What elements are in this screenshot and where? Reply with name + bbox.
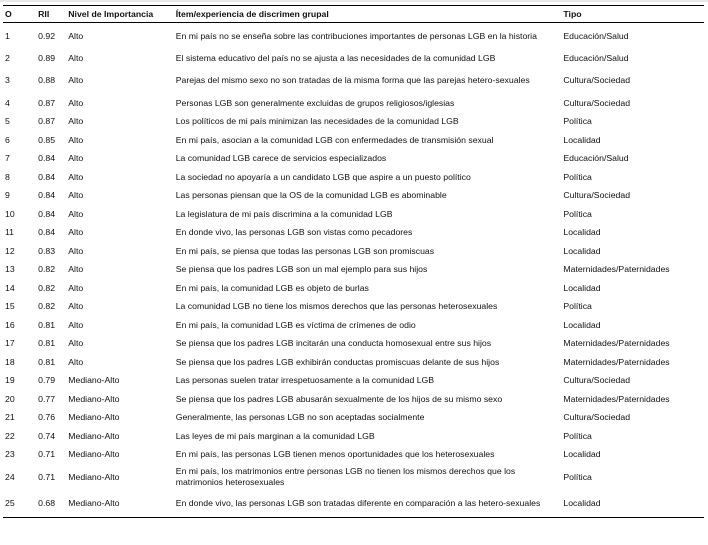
cell-order: 22 [5,430,15,441]
cell-order: 12 [5,245,15,256]
cell-order: 15 [5,301,15,312]
cell-type: Política [563,208,592,219]
table-row [3,446,704,465]
cell-order: 1 [5,30,10,41]
table-header-row [3,6,704,23]
table-row [3,353,704,372]
table-row [3,49,704,68]
cell-order: 3 [5,75,10,86]
cell-type: Cultura/Sociedad [563,375,631,386]
cell-item: Se piensa que los padres LGB son un mal ejemplo para sus hijos [175,264,428,275]
cell-importance-level: Alto [68,282,84,293]
cell-item: Los políticos de mi país minimizan las necesidades de la comunidad LGB [175,116,459,127]
cell-importance-level: Alto [68,227,84,238]
cell-importance-level: Mediano-Alto [68,449,120,460]
cell-type: Educación/Salud [563,153,629,164]
cell-order: 7 [5,153,10,164]
cell-rii: 0.87 [38,116,56,127]
cell-order: 24 [5,471,15,482]
cell-item: Generalmente, las personas LGB no son aceptadas socialmente [175,412,425,423]
cell-item: Se piensa que los padres LGB abusarán sexualmente de los hijos de su mismo sexo [175,393,503,404]
cell-rii: 0.74 [38,430,56,441]
cell-rii: 0.71 [38,449,56,460]
cell-order: 19 [5,375,15,386]
cell-rii: 0.88 [38,75,56,86]
table-row [3,131,704,150]
cell-item: La sociedad no apoyaría a un candidato LGB que aspire a un puesto político [175,171,471,182]
cell-type: Política [563,171,592,182]
cell-rii: 0.82 [38,301,56,312]
table-row [3,491,704,518]
cell-importance-level: Alto [68,97,84,108]
table-row [3,261,704,280]
cell-type: Localidad [563,134,601,145]
cell-item: En mi país, las personas LGB tienen menos oportunidades que los heterosexuales [175,449,495,460]
cell-type: Maternidades/Paternidades [563,393,670,404]
cell-order: 13 [5,264,15,275]
cell-rii: 0.68 [38,491,68,518]
cell-item: La comunidad LGB no tiene los mismos derechos que las personas heterosexuales [175,301,498,312]
cell-importance-level: Alto [68,264,84,275]
cell-type: Política [563,430,592,441]
cell-importance-level: Mediano-Alto [68,412,120,423]
cell-item: Las leyes de mi país marginan a la comunidad LGB [175,430,375,441]
table-row [3,279,704,298]
table-row [3,390,704,409]
cell-order: 18 [5,356,15,367]
cell-rii: 0.84 [38,208,56,219]
cell-type: Política [563,471,592,482]
table-row [3,335,704,354]
cell-rii: 0.84 [38,227,56,238]
cell-rii: 0.89 [38,52,56,63]
cell-item: En mi país, se piensa que todas las personas LGB son promiscuas [175,245,435,256]
cell-rii: 0.82 [38,282,56,293]
cell-order: 5 [5,116,10,127]
cell-order: 11 [5,227,15,238]
cell-type: Maternidades/Paternidades [563,264,670,275]
cell-order: 20 [5,393,15,404]
cell-type: Localidad [563,491,704,518]
table-row [3,187,704,206]
cell-type: Educación/Salud [563,30,629,41]
table-row [3,464,704,491]
cell-importance-level: Alto [68,52,84,63]
cell-type: Política [563,301,592,312]
cell-importance-level: Alto [68,116,84,127]
cell-importance-level: Mediano-Alto [68,430,120,441]
cell-importance-level: Alto [68,319,84,330]
cell-type: Maternidades/Paternidades [563,356,670,367]
cell-importance-level: Alto [68,301,84,312]
table-row [3,68,704,95]
cell-importance-level: Alto [68,245,84,256]
cell-item: En mi país, la comunidad LGB es objeto de burlas [175,282,369,293]
cell-importance-level: Mediano-Alto [68,491,175,518]
cell-item: Parejas del mismo sexo no son tratadas de la misma forma que las parejas hetero-sexuales [175,75,530,86]
cell-type: Política [563,116,592,127]
table-row [3,94,704,113]
cell-importance-level: Alto [68,356,84,367]
cell-item: En mi país no se enseña sobre las contribuciones importantes de personas LGB en la historia [175,30,537,41]
table-row [3,427,704,446]
cell-rii: 0.77 [38,393,56,404]
header-rii: RII [38,6,68,23]
cell-rii: 0.81 [38,338,56,349]
cell-item: La legislatura de mi país discrimina a la comunidad LGB [175,208,393,219]
cell-order: 4 [5,97,10,108]
cell-order: 17 [5,338,15,349]
cell-item: En mi país, asocian a la comunidad LGB con enfermedades de transmisión sexual [175,134,494,145]
table-row [3,224,704,243]
cell-type: Maternidades/Paternidades [563,338,670,349]
header-type: Tipo [563,6,704,23]
cell-importance-level: Mediano-Alto [68,375,120,386]
cell-rii: 0.81 [38,319,56,330]
cell-type: Educación/Salud [563,52,629,63]
cell-rii: 0.87 [38,97,56,108]
cell-type: Cultura/Sociedad [563,75,631,86]
cell-order: 6 [5,134,10,145]
cell-rii: 0.84 [38,171,56,182]
cell-type: Localidad [563,282,601,293]
cell-importance-level: Alto [68,30,84,41]
header-order: O [3,6,38,23]
table-row [3,298,704,317]
cell-importance-level: Alto [68,190,84,201]
cell-item: En mi país, la comunidad LGB es víctima de crímenes de odio [175,319,416,330]
cell-item: La comunidad LGB carece de servicios especializados [175,153,387,164]
table-row [3,113,704,132]
cell-type: Cultura/Sociedad [563,190,631,201]
cell-order: 23 [5,449,15,460]
cell-type: Localidad [563,227,601,238]
header-importance-level: Nivel de Importancia [68,6,175,23]
cell-item: El sistema educativo del país no se ajusta a las necesidades de la comunidad LGB [175,52,496,63]
table-row [3,150,704,169]
discrimination-table [3,5,704,518]
cell-importance-level: Alto [68,134,84,145]
cell-importance-level: Alto [68,338,84,349]
cell-order: 16 [5,319,15,330]
cell-item: En mi país, los matrimonios entre personas LGB no tienen los mismos derechos que los matrimonios heterosexuales [175,466,516,488]
cell-item: Las personas piensan que la OS de la comunidad LGB es abominable [175,190,447,201]
cell-order: 2 [5,52,10,63]
cell-rii: 0.85 [38,134,56,145]
cell-importance-level: Alto [68,153,84,164]
cell-type: Cultura/Sociedad [563,97,631,108]
cell-rii: 0.71 [38,471,56,482]
cell-order: 10 [5,208,15,219]
cell-type: Cultura/Sociedad [563,412,631,423]
cell-rii: 0.82 [38,264,56,275]
table-row [3,242,704,261]
table-row [3,168,704,187]
top-edge-strip [0,0,708,2]
cell-rii: 0.76 [38,412,56,423]
cell-rii: 0.83 [38,245,56,256]
cell-type: Localidad [563,245,601,256]
cell-rii: 0.84 [38,153,56,164]
cell-item: En donde vivo, las personas LGB son vistas como pecadores [175,227,413,238]
cell-importance-level: Alto [68,75,84,86]
cell-importance-level: Mediano-Alto [68,393,120,404]
cell-importance-level: Alto [68,171,84,182]
cell-type: Localidad [563,319,601,330]
table-row [3,409,704,428]
table-row [3,372,704,391]
cell-rii: 0.84 [38,190,56,201]
cell-item: Se piensa que los padres LGB incitarán una conducta homosexual entre sus hijos [175,338,492,349]
table-row [3,316,704,335]
cell-type: Localidad [563,449,601,460]
header-item: Ítem/experiencia de discrimen grupal [176,6,564,23]
cell-order: 21 [5,412,15,423]
cell-rii: 0.81 [38,356,56,367]
cell-item: En donde vivo, las personas LGB son tratadas diferente en comparación a las hetero-sexuales [176,491,564,518]
cell-rii: 0.79 [38,375,56,386]
table-row [3,23,704,50]
cell-item: Las personas suelen tratar irrespetuosamente a la comunidad LGB [175,375,435,386]
cell-item: Personas LGB son generalmente excluidas de grupos religiosos/iglesias [175,97,455,108]
cell-order: 8 [5,171,10,182]
cell-order: 9 [5,190,10,201]
cell-order: 25 [3,491,38,518]
cell-order: 14 [5,282,15,293]
table-row [3,205,704,224]
cell-item: Se piensa que los padres LGB exhibirán conductas promiscuas delante de sus hijos [175,356,500,367]
cell-importance-level: Alto [68,208,84,219]
cell-rii: 0.92 [38,30,56,41]
cell-importance-level: Mediano-Alto [68,471,120,482]
